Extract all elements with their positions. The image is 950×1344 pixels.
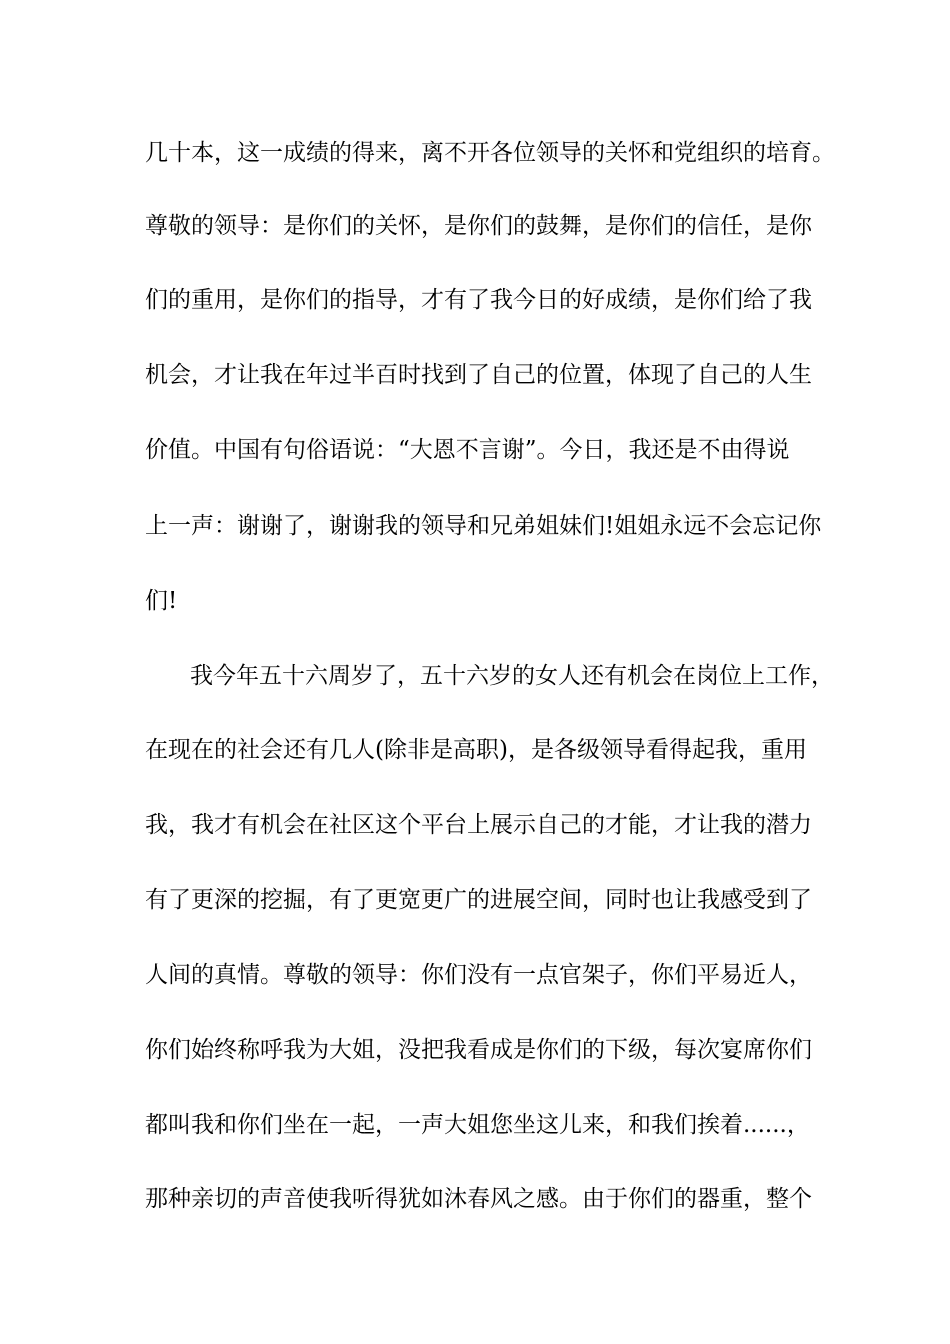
paragraph-line: 尊敬的领导：是你们的关怀，是你们的鼓舞，是你们的信任，是你 [145,213,812,239]
paragraph-line: 机会，才让我在年过半百时找到了自己的位置，体现了自己的人生 [145,362,812,388]
paragraph-line: 你们始终称呼我为大姐，没把我看成是你们的下级，每次宴席你们 [145,1037,812,1063]
paragraph-line: 我，我才有机会在社区这个平台上展示自己的才能，才让我的潜力 [145,812,812,838]
paragraph-line: 人间的真情。尊敬的领导：你们没有一点官架子，你们平易近人， [145,962,812,988]
paragraph-line: 价值。中国有句俗语说：“大恩不言谢”。今日，我还是不由得说 [145,437,790,463]
paragraph-line: 几十本，这一成绩的得来，离不开各位领导的关怀和党组织的培育。 [145,140,835,166]
paragraph-line: 在现在的社会还有几人(除非是高职)，是各级领导看得起我，重用 [145,737,807,763]
paragraph-line: 那种亲切的声音使我听得犹如沐春风之感。由于你们的器重，整个 [145,1186,812,1212]
paragraph-line: 上一声：谢谢了，谢谢我的领导和兄弟姐妹们!姐姐永远不会忘记你 [145,513,822,539]
paragraph-line: 都叫我和你们坐在一起，一声大姐您坐这儿来，和我们挨着......， [145,1112,810,1138]
paragraph-line: 有了更深的挖掘，有了更宽更广的进展空间，同时也让我感受到了 [145,887,812,913]
paragraph-first-line: 我今年五十六周岁了，五十六岁的女人还有机会在岗位上工作， [190,663,834,689]
paragraph-line: 们的重用，是你们的指导，才有了我今日的好成绩，是你们给了我 [145,287,812,313]
paragraph-line: 们! [145,588,178,614]
